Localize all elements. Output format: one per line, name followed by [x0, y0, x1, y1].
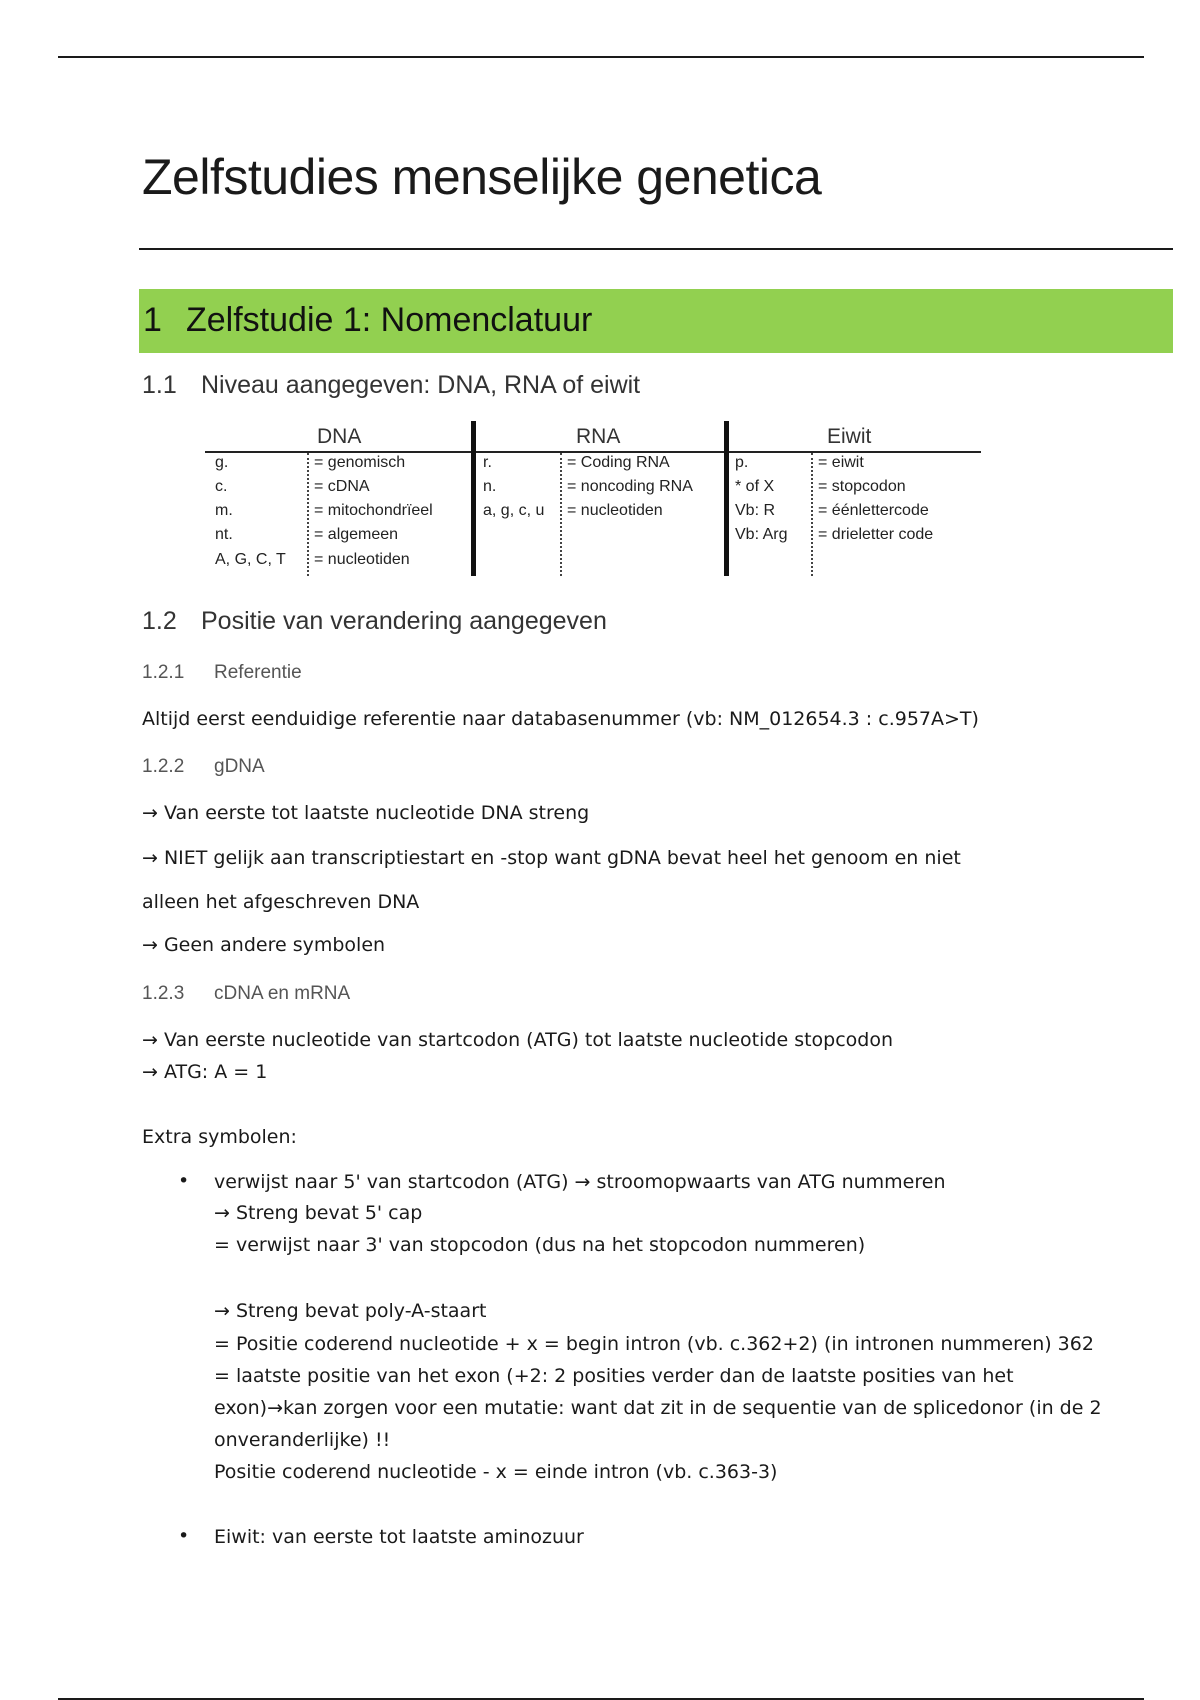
table-dotted-dna	[307, 453, 309, 576]
bullet-1-line: onveranderlijke) !!	[214, 1429, 391, 1451]
gdna-line: → Van eerste tot laatste nucleotide DNA streng	[142, 802, 590, 824]
gdna-line: alleen het afgeschreven DNA	[142, 891, 420, 913]
heading-1-2-3-number: 1.2.3	[142, 983, 185, 1004]
top-rule	[58, 56, 1144, 58]
heading-1-2-1-number: 1.2.1	[142, 662, 185, 683]
heading-1-2-3-text: cDNA en mRNA	[214, 983, 351, 1004]
gdna-line: → NIET gelijk aan transcriptiestart en -stop want gDNA bevat heel het genoom en niet	[142, 847, 961, 869]
table-cell: g.	[215, 454, 229, 471]
table-cell: = stopcodon	[818, 478, 906, 495]
bullet-1-line: Positie coderend nucleotide - x = einde intron (vb. c.363-3)	[214, 1461, 778, 1483]
table-cell: Vb: Arg	[735, 526, 788, 543]
table-cell: = éénlettercode	[818, 502, 929, 519]
table-header-eiwit: Eiwit	[827, 425, 872, 448]
table-divider-rna-eiwit	[724, 421, 729, 576]
table-cell: r.	[483, 454, 492, 471]
extra-symbolen-label: Extra symbolen:	[142, 1126, 297, 1148]
heading-1-1-text: Niveau aangegeven: DNA, RNA of eiwit	[201, 371, 641, 399]
table-cell: = Coding RNA	[567, 454, 670, 471]
nomenclature-table	[205, 419, 981, 576]
heading-1-band	[139, 289, 1173, 353]
table-header-rule	[205, 451, 981, 453]
bullet-1-line: = verwijst naar 3' van stopcodon (dus na het stopcodon nummeren)	[214, 1234, 866, 1256]
bullet-1-line: → Streng bevat 5' cap	[214, 1202, 423, 1224]
table-cell: = mitochondrïeel	[314, 502, 433, 519]
heading-1-text: Zelfstudie 1: Nomenclatuur	[186, 301, 593, 339]
table-cell: * of X	[735, 478, 775, 495]
table-cell: = nucleotiden	[567, 502, 663, 519]
table-cell: p.	[735, 454, 749, 471]
referentie-paragraph: Altijd eerst eenduidige referentie naar databasenummer (vb: NM_012654.3 : c.957A>T)	[142, 708, 979, 730]
cdna-line: → Van eerste nucleotide van startcodon (ATG) tot laatste nucleotide stopcodon	[142, 1029, 894, 1051]
table-cell: = algemeen	[314, 526, 399, 543]
table-cell: a, g, c, u	[483, 502, 545, 519]
table-divider-dna-rna	[471, 421, 476, 576]
heading-1-1-number: 1.1	[142, 371, 177, 399]
bullet-1-line: → Streng bevat poly-A-staart	[214, 1300, 487, 1322]
bullet-marker: •	[178, 1170, 190, 1192]
heading-1-2-2-text: gDNA	[214, 756, 265, 777]
bullet-marker: •	[178, 1525, 190, 1547]
heading-1-2-2-number: 1.2.2	[142, 756, 185, 777]
table-cell: = cDNA	[314, 478, 370, 495]
table-cell: = drieletter code	[818, 526, 934, 543]
table-cell: = eiwit	[818, 454, 864, 471]
table-cell: Vb: R	[735, 502, 776, 519]
bullet-1-line: = laatste positie van het exon (+2: 2 posities verder dan de laatste posities van het	[214, 1365, 1014, 1387]
table-cell: n.	[483, 478, 497, 495]
bullet-2-text: Eiwit: van eerste tot laatste aminozuur	[214, 1526, 584, 1548]
table-dotted-rna	[560, 453, 562, 576]
table-cell: m.	[215, 502, 233, 519]
table-cell: = genomisch	[314, 454, 406, 471]
cdna-line: → ATG: A = 1	[142, 1061, 268, 1083]
table-dotted-eiwit	[811, 453, 813, 576]
title-underline	[139, 248, 1173, 250]
heading-1-2-text: Positie van verandering aangegeven	[201, 607, 607, 635]
bullet-1-line: = Positie coderend nucleotide + x = begin intron (vb. c.362+2) (in intronen nummeren) 362	[214, 1333, 1094, 1355]
document-title: Zelfstudies menselijke genetica	[142, 149, 822, 205]
table-cell: nt.	[215, 526, 233, 543]
table-cell: c.	[215, 478, 228, 495]
table-cell: = noncoding RNA	[567, 478, 693, 495]
table-cell: = nucleotiden	[314, 551, 410, 568]
gdna-line: → Geen andere symbolen	[142, 934, 386, 956]
table-header-rna: RNA	[576, 425, 621, 448]
bullet-1-line: exon)→kan zorgen voor een mutatie: want dat zit in de sequentie van de splicedonor (in de 2	[214, 1397, 1102, 1419]
table-header-dna: DNA	[317, 425, 362, 448]
heading-1-number: 1	[143, 301, 162, 339]
bullet-1-line: verwijst naar 5' van startcodon (ATG) → stroomopwaarts van ATG nummeren	[214, 1171, 946, 1193]
heading-1-2-number: 1.2	[142, 607, 177, 635]
heading-1-2-1-text: Referentie	[214, 662, 302, 683]
table-cell: A, G, C, T	[215, 551, 286, 568]
